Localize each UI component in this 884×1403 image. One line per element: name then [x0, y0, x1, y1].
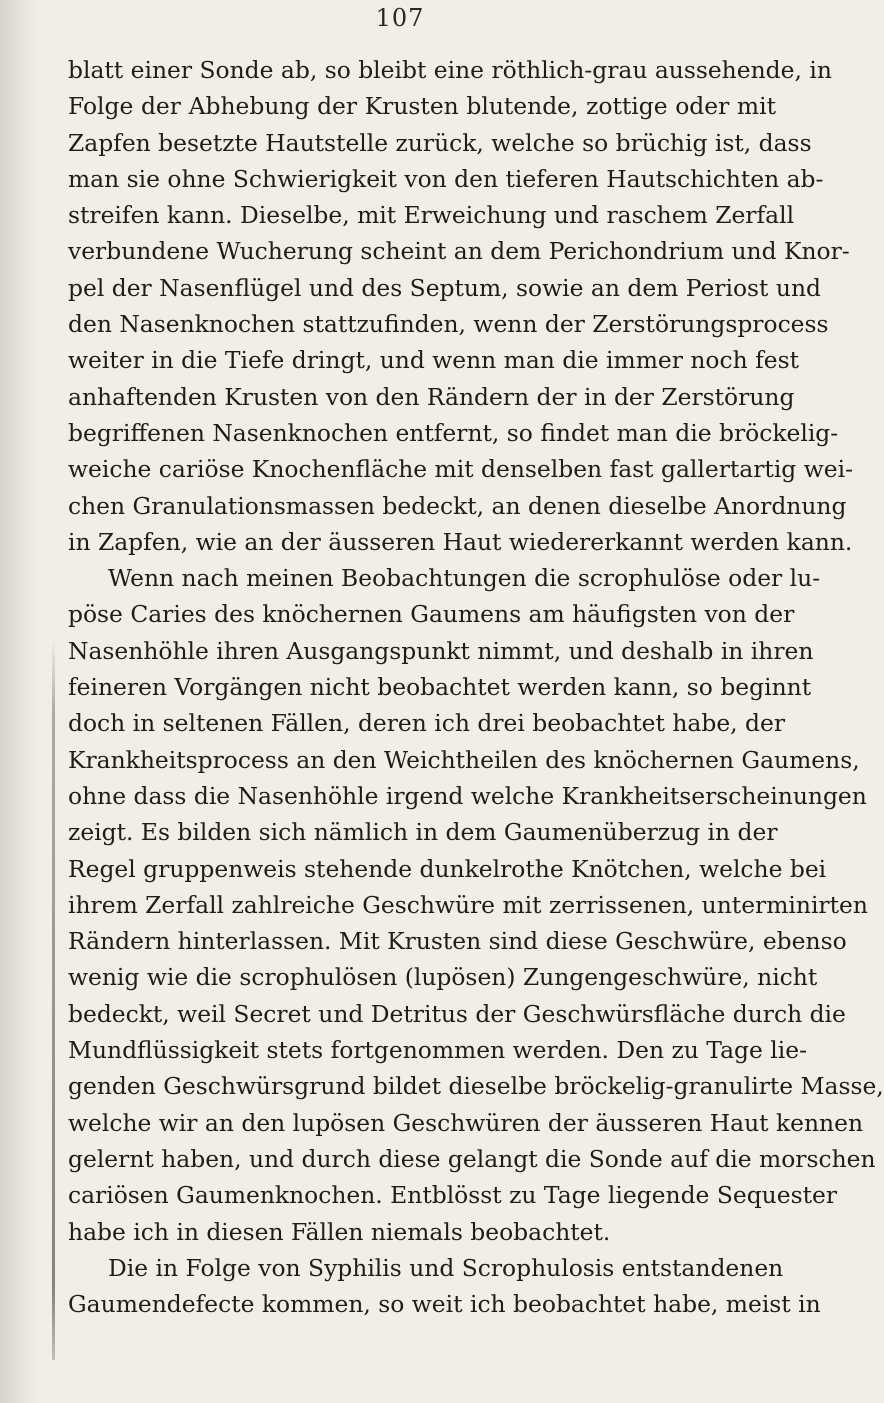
text-line: in Zapfen, wie an der äusseren Haut wiedererkannt werden kann.: [68, 527, 853, 556]
text-line: Regel gruppenweis stehende dunkelrothe Knötchen, welche bei: [68, 854, 827, 883]
text-line: blatt einer Sonde ab, so bleibt eine röthlich-grau aussehende, in: [68, 56, 832, 84]
text-line: streifen kann. Dieselbe, mit Erweichung und raschem Zerfall: [68, 201, 795, 230]
text-line: pöse Caries des knöchernen Gaumens am häufigsten von der: [68, 600, 795, 629]
text-line: genden Geschwürsgrund bildet dieselbe bröckelig-granulirte Masse,: [68, 1072, 884, 1101]
text-line: weiche cariöse Knochenfläche mit denselben fast gallertartig wei-: [68, 455, 853, 484]
text-line: anhaftenden Krusten von den Rändern der in der Zerstörung: [68, 382, 795, 411]
text-line: Rändern hinterlassen. Mit Krusten sind diese Geschwüre, ebenso: [68, 927, 847, 956]
text-line: begriffenen Nasenknochen entfernt, so findet man die bröckelig-: [68, 418, 839, 447]
text-line: Nasenhöhle ihren Ausgangspunkt nimmt, und deshalb in ihren: [68, 636, 814, 665]
text-line: Zapfen besetzte Hautstelle zurück, welche so brüchig ist, dass: [68, 128, 812, 157]
text-line: weiter in die Tiefe dringt, und wenn man die immer noch fest: [68, 346, 799, 375]
text-line: wenig wie die scrophulösen (lupösen) Zungengeschwüre, nicht: [68, 963, 818, 992]
text-line: cariösen Gaumenknochen. Entblösst zu Tage liegende Sequester: [68, 1181, 838, 1210]
text-line: doch in seltenen Fällen, deren ich drei beobachtet habe, der: [68, 709, 786, 738]
text-line: zeigt. Es bilden sich nämlich in dem Gaumenüberzug in der: [68, 818, 778, 847]
text-line: gelernt haben, und durch diese gelangt die Sonde auf die morschen: [68, 1144, 876, 1173]
text-line: chen Granulationsmassen bedeckt, an denen dieselbe Anordnung: [68, 491, 847, 520]
text-line: Folge der Abhebung der Krusten blutende, zottige oder mit: [68, 92, 776, 121]
text-line: welche wir an den lupösen Geschwüren der äusseren Haut kennen: [68, 1108, 864, 1137]
text-line: man sie ohne Schwierigkeit von den tieferen Hautschichten ab-: [68, 164, 824, 193]
body-text: [68, 52, 884, 1322]
text-line: den Nasenknochen stattzufinden, wenn der Zerstörungsprocess: [68, 310, 829, 339]
text-line: bedeckt, weil Secret und Detritus der Geschwürsfläche durch die: [68, 999, 846, 1028]
text-line: habe ich in diesen Fällen niemals beobachtet.: [68, 1217, 611, 1246]
text-line: Krankheitsprocess an den Weichtheilen des knöchernen Gaumens,: [68, 745, 860, 774]
text-line: Gaumendefecte kommen, so weit ich beobachtet habe, meist in: [68, 1290, 821, 1319]
binding-gutter-shadow: [0, 0, 40, 1403]
text-line: feineren Vorgängen nicht beobachtet werden kann, so beginnt: [68, 673, 812, 702]
text-line: ohne dass die Nasenhöhle irgend welche Krankheitserscheinungen: [68, 781, 867, 810]
binding-gutter-line: [52, 640, 55, 1360]
text-line: verbundene Wucherung scheint an dem Perichondrium und Knor-: [68, 237, 850, 266]
text-line: Mundflüssigkeit stets fortgenommen werden. Den zu Tage lie-: [68, 1036, 807, 1065]
text-line: ihrem Zerfall zahlreiche Geschwüre mit zerrissenen, unterminirten: [68, 890, 868, 919]
text-line: Wenn nach meinen Beobachtungen die scrophulöse oder lu-: [108, 564, 821, 593]
page-number: 107: [375, 4, 425, 32]
text-line: pel der Nasenflügel und des Septum, sowie an dem Periost und: [68, 273, 821, 302]
text-line: Die in Folge von Syphilis und Scrophulosis entstandenen: [108, 1253, 784, 1282]
